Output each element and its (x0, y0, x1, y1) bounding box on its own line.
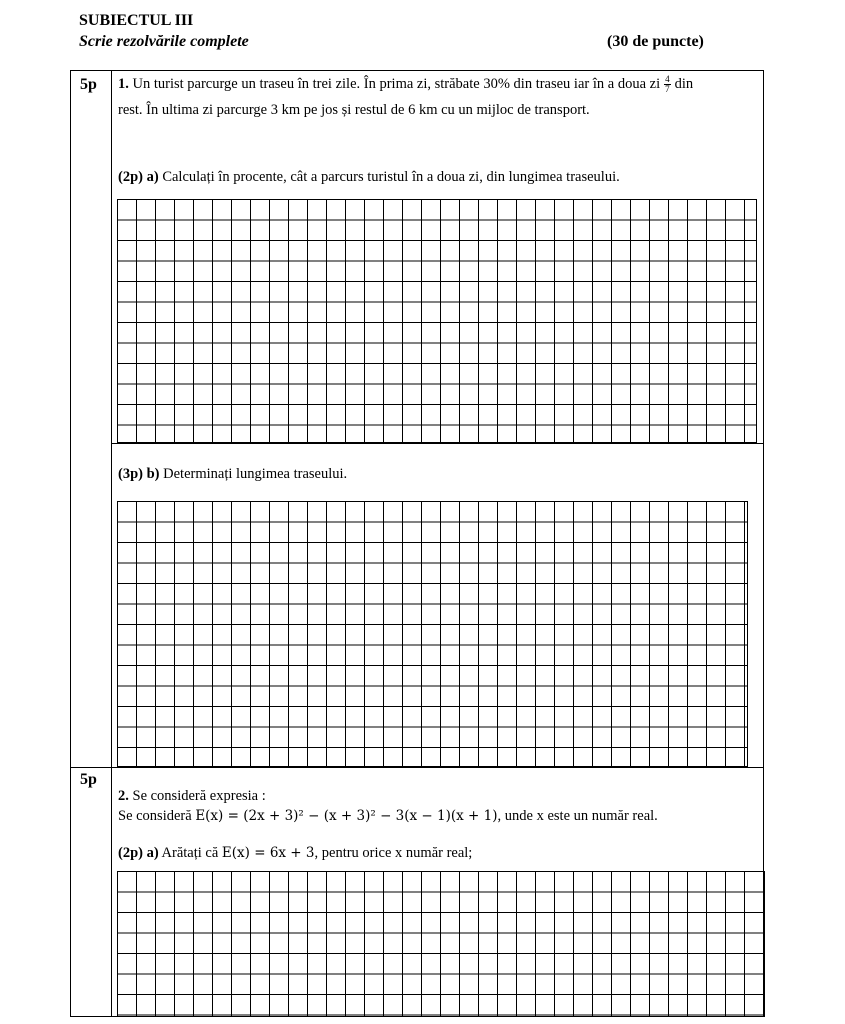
part-b-letter: b) (146, 466, 160, 482)
expression-e-of-x: E(x) = (2x + 3)² − (x + 3)² − 3(x − 1)(x + 1) (195, 808, 498, 824)
problem-divider (70, 767, 764, 768)
problem-1-part-a (118, 167, 620, 188)
fraction-four-sevenths: $\frac{4}{7}$ (665, 74, 670, 95)
part-a-letter: a) (146, 845, 159, 861)
part-a-letter: a) (146, 169, 159, 185)
problem-1-part-b (118, 464, 347, 485)
answer-grid-2a[interactable] (117, 871, 765, 1017)
problem-2-number: 2. (118, 788, 129, 804)
problem-1-number: 1. (118, 76, 129, 92)
problem-1-statement-line1 (118, 74, 693, 95)
part-b-text: Determinați lungimea traseului. (163, 466, 348, 482)
expression-e-equals: E(x) = 6x + 3 (221, 845, 315, 861)
problem-2-intro-text: Se consideră expresia : (132, 788, 266, 804)
answer-grid-1b[interactable] (117, 501, 748, 767)
problem-2-intro (118, 786, 266, 807)
section-title: SUBIECTUL III (79, 12, 194, 29)
problem-1-text-line1: Un turist parcurge un traseu în trei zile. În prima zi, străbate 30% din traseu iar în a doua zi (132, 76, 661, 92)
part-b-points: (3p) (118, 466, 143, 482)
problem-2-expression-line: Se consideră E(x) = (2x + 3)² − (x + 3)² − 3(x − 1)(x + 1), unde x este un număr real. (118, 808, 658, 824)
section-points: (30 de puncte) (607, 33, 704, 50)
problem-2-points: 5p (80, 771, 97, 788)
answer-grid-1a[interactable] (117, 199, 757, 443)
problem-1-points: 5p (80, 76, 97, 93)
part-a-points: (2p) (118, 845, 143, 861)
problem-2-part-a: (2p) a) Arătați că E(x) = 6x + 3, pentru orice x număr real; (118, 845, 473, 861)
section-subtitle: Scrie rezolvările complete (79, 33, 249, 50)
part-divider (111, 443, 764, 444)
part-a-text: Calculați în procente, cât a parcurs turistul în a doua zi, din lungimea traseului. (162, 169, 620, 185)
points-column-divider (111, 70, 112, 1017)
problem-1-text-line2: rest. În ultima zi parcurge 3 km pe jos și restul de 6 km cu un mijloc de transport. (118, 102, 590, 118)
problem-1-text-line1-end: din (674, 76, 694, 92)
part-a-points: (2p) (118, 169, 143, 185)
